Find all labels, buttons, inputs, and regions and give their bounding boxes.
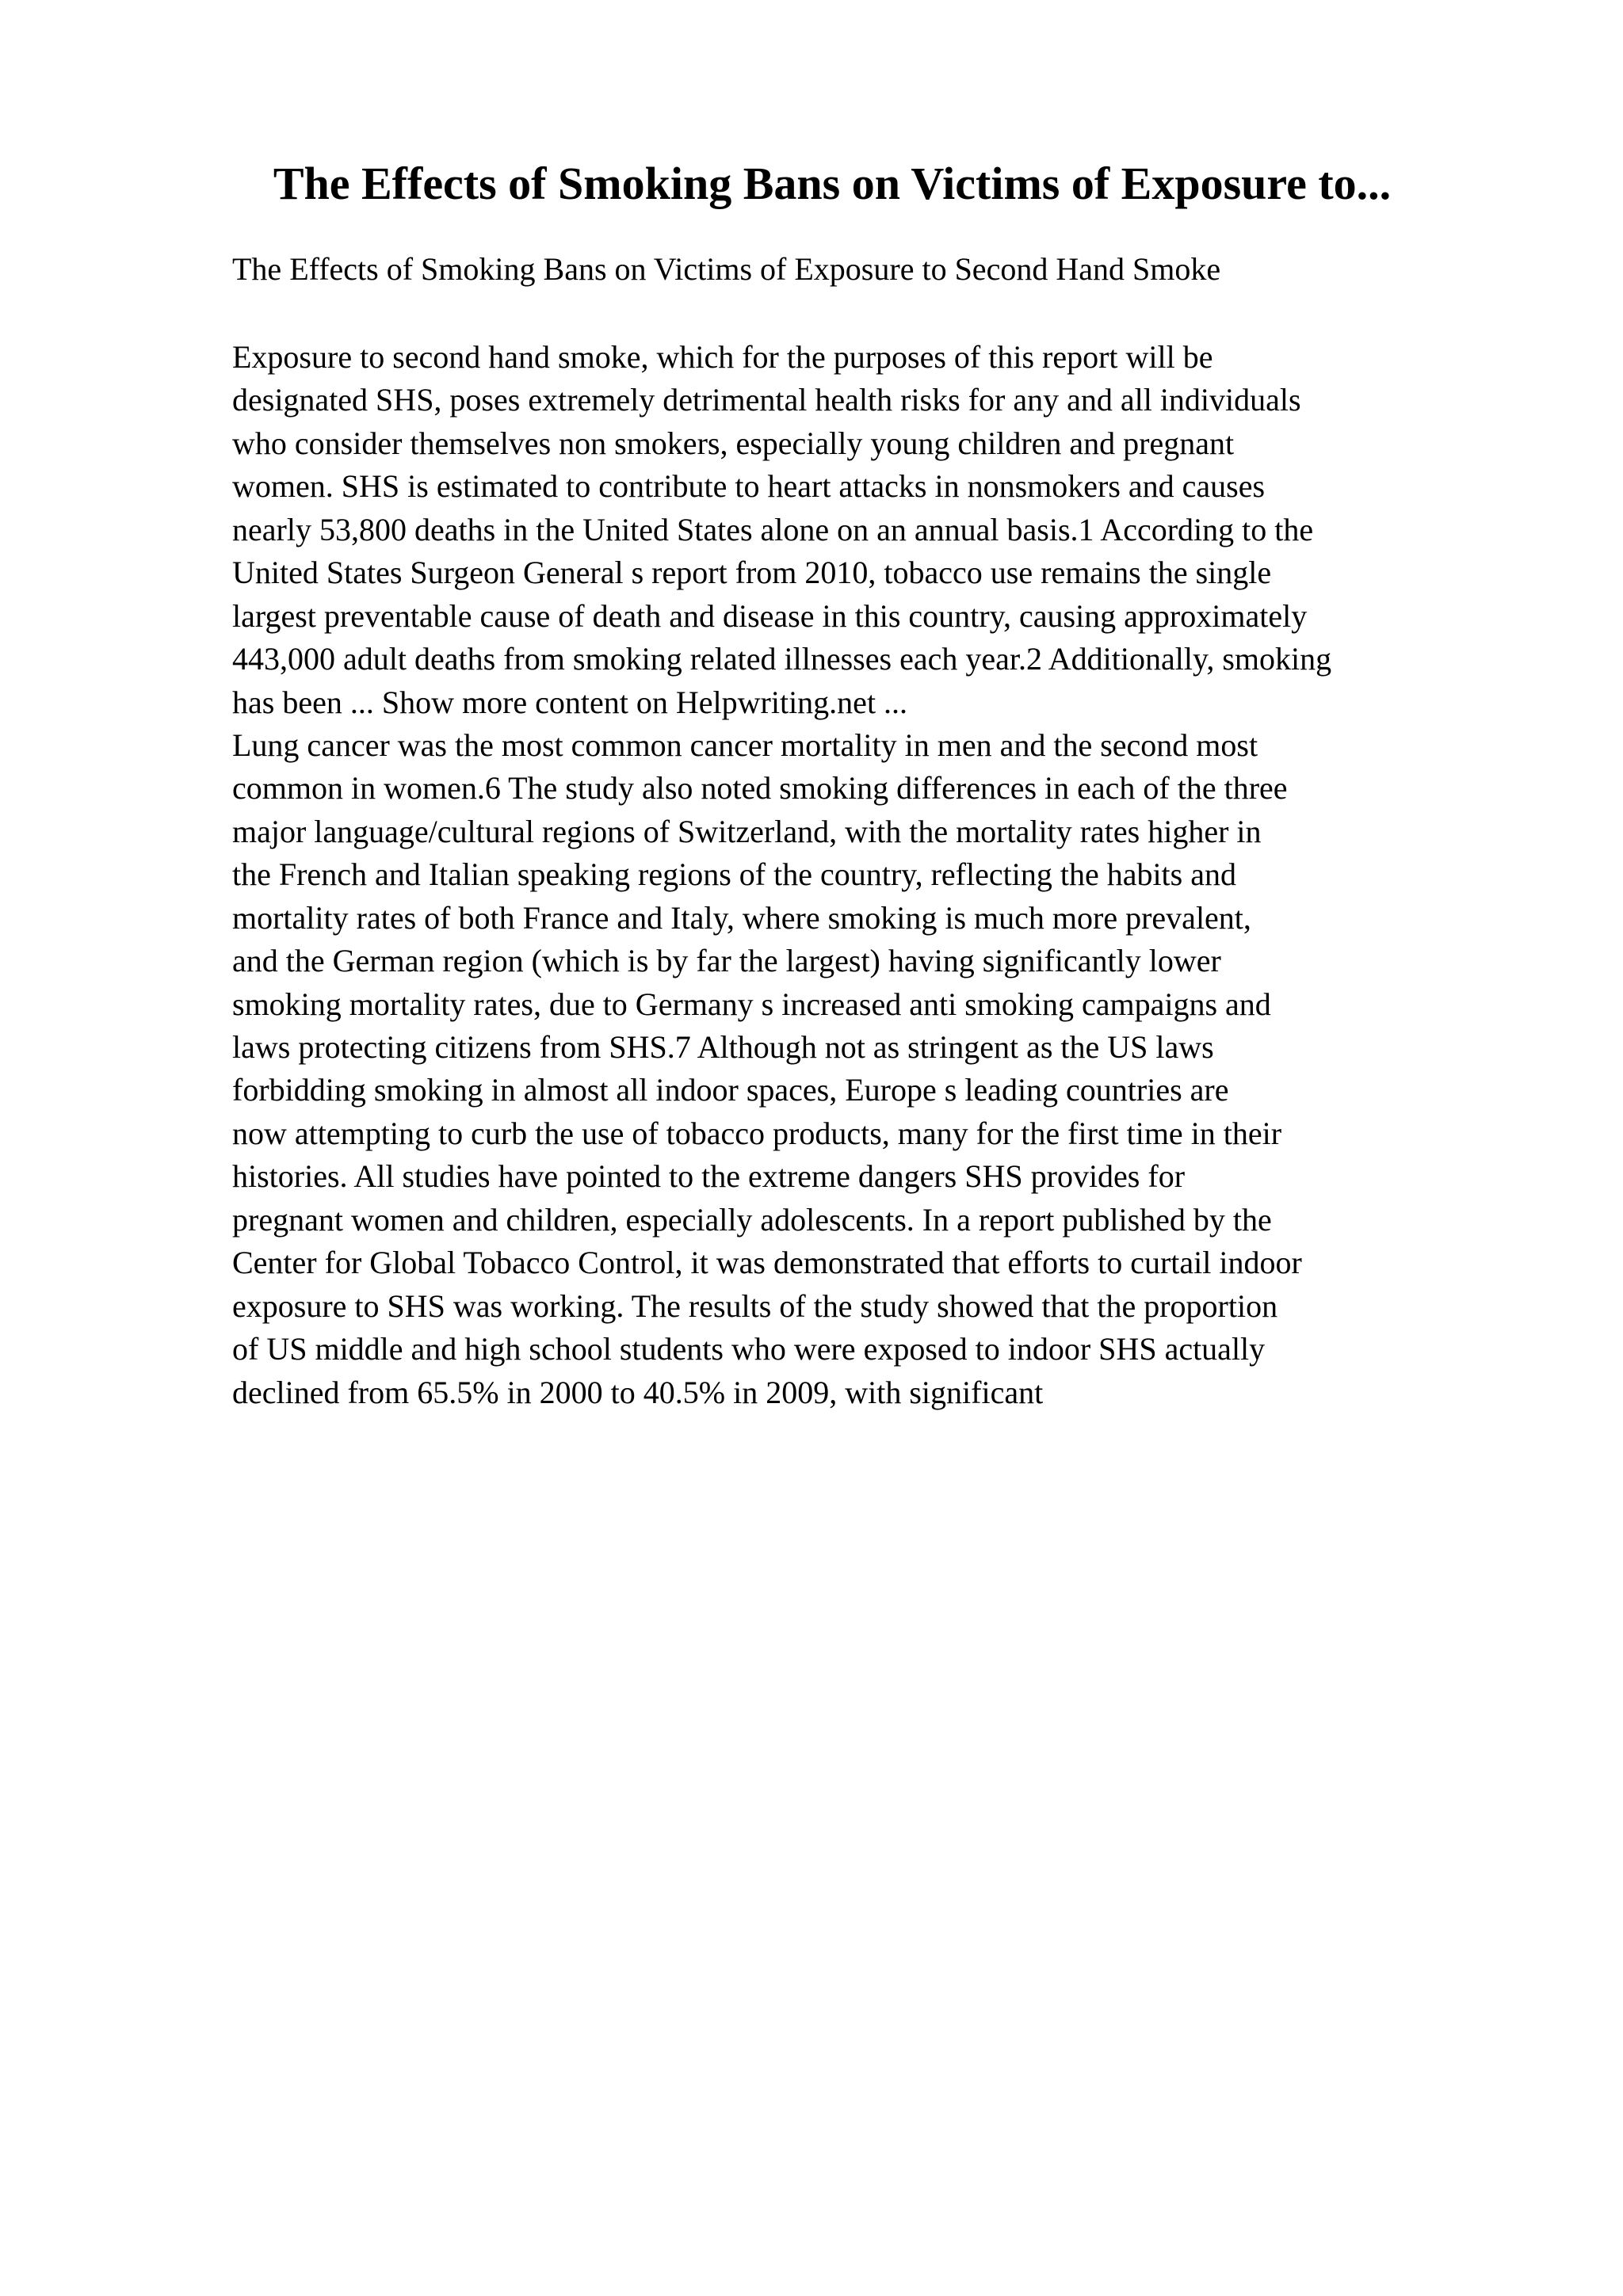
page-title: The Effects of Smoking Bans on Victims of Exposure to... [273,158,1392,209]
body-text [232,336,1564,1414]
document-subtitle: The Effects of Smoking Bans on Victims of Exposure to Second Hand Smoke [232,251,1221,287]
body-line: common in women.6 The study also noted smoking differences in each of the three [232,770,1288,807]
body-line: 443,000 adult deaths from smoking related illnesses each year.2 Additionally, smoking [232,641,1332,677]
body-line: now attempting to curb the use of tobacco products, many for the first time in their [232,1115,1282,1151]
body-line: Center for Global Tobacco Control, it was demonstrated that efforts to curtail indoor [232,1245,1302,1281]
body-line: largest preventable cause of death and disease in this country, causing approximately [232,597,1308,634]
body-line: forbidding smoking in almost all indoor spaces, Europe s leading countries are [232,1072,1229,1108]
body-line: declined from 65.5% in 2000 to 40.5% in 2009, with significant [232,1374,1044,1410]
body-line: pregnant women and children, especially adolescents. In a report published by the [232,1201,1272,1238]
body-line: nearly 53,800 deaths in the United States alone on an annual basis.1 According to the [232,511,1314,547]
body-line: women. SHS is estimated to contribute to heart attacks in nonsmokers and causes [232,468,1266,505]
body-line: laws protecting citizens from SHS.7 Although not as stringent as the US laws [232,1029,1214,1065]
body-line: who consider themselves non smokers, especially young children and pregnant [232,425,1235,461]
body-line: and the German region (which is by far the largest) having significantly lower [232,943,1221,979]
body-line: exposure to SHS was working. The results of the study showed that the proportion [232,1287,1278,1324]
show-more-line: has been ... Show more content on Helpwriting.net ... [232,684,908,720]
body-line: major language/cultural regions of Switzerland, with the mortality rates higher in [232,813,1262,849]
body-line: mortality rates of both France and Italy, where smoking is much more prevalent, [232,899,1251,936]
body-line: the French and Italian speaking regions of the country, reflecting the habits and [232,856,1236,893]
body-line: United States Surgeon General s report from 2010, tobacco use remains the single [232,555,1272,591]
body-line: Exposure to second hand smoke, which for the purposes of this report will be [232,339,1213,375]
body-line: of US middle and high school students who were exposed to indoor SHS actually [232,1331,1266,1367]
body-line: histories. All studies have pointed to the extreme dangers SHS provides for [232,1158,1186,1195]
body-line: designated SHS, poses extremely detrimental health risks for any and all individuals [232,382,1301,418]
body-line: smoking mortality rates, due to Germany s increased anti smoking campaigns and [232,986,1271,1022]
body-line: Lung cancer was the most common cancer mortality in men and the second most [232,727,1258,763]
